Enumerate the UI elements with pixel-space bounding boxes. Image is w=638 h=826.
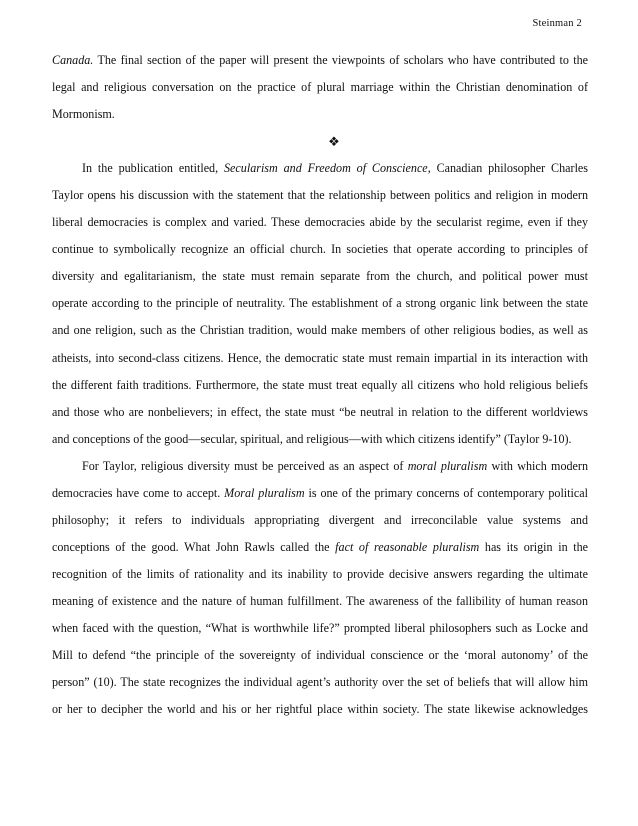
paragraph-intro-continuation [52,47,588,128]
text-line: meaning of existence and the nature of human fulfillment. The awareness of the fallibility of human reason [52,593,588,608]
text-line: continue to symbolically recognize an official church. In societies that operate according to principles of [52,242,588,257]
text-line: operate according to the principle of neutrality. The establishment of a strong organic link between the state [52,296,588,311]
text-line: conceptions of the good. What John Rawls called the fact of reasonable pluralism has its origin in the [52,539,588,554]
text-line: person” (10). The state recognizes the individual agent’s authority over the set of beliefs that will allow him [52,675,588,690]
text-line: atheists, into second-class citizens. Hence, the democratic state must remain impartial in its interaction with [52,350,588,365]
text-line: or her to decipher the world and his or her rightful place within society. The state likewise acknowledges [52,702,588,717]
paragraph-moral-pluralism [52,453,588,723]
text-line: when faced with the question, “What is worthwhile life?” prompted liberal philosophers such as Locke and [52,620,588,635]
text-line: legal and religious conversation on the practice of plural marriage within the Christian denomination of [52,80,588,95]
text-line: Taylor opens his discussion with the statement that the relationship between politics and religion in modern [52,188,588,203]
text-line: recognition of the limits of rationality and its inability to provide decisive answers regarding the ultimate [52,566,588,581]
text-line: and one religion, such as the Christian tradition, would make members of other religious bodies, as well as [52,323,588,338]
text-line: philosophy; it refers to individuals appropriating divergent and irreconcilable value systems and [52,512,588,527]
text-line: democracies have come to accept. Moral pluralism is one of the primary concerns of contemporary political [52,485,588,500]
text-line: In the publication entitled, Secularism and Freedom of Conscience, Canadian philosopher Charles [82,161,588,176]
text-line: For Taylor, religious diversity must be perceived as an aspect of moral pluralism with which modern [82,458,588,473]
text-line: Mill to defend “the principle of the sovereignty of individual conscience or the ‘moral autonomy’ of the [52,648,588,663]
text-line: and conceptions of the good—secular, spiritual, and religious—with which citizens identify” (Taylor 9-10). [52,431,572,446]
text-line: Mormonism. [52,107,115,122]
text-line: Canada. The final section of the paper will present the viewpoints of scholars who have contributed to the [52,53,588,67]
text-line: liberal democracies is complex and varied. These democracies abide by the secularist regime, even if they [52,215,588,230]
body-text [52,47,588,723]
text-line: diversity and egalitarianism, the state must remain separate from the church, and political power must [52,269,588,284]
running-head: Steinman 2 [532,18,582,29]
text-line: and those who are nonbelievers; in effect, the state must “be neutral in relation to the different worldviews [52,404,588,419]
section-break-ornament: ❖ [328,134,340,150]
text-line: the different faith traditions. Furthermore, the state must treat equally all citizens who hold religious beliefs [52,377,588,392]
paragraph-taylor-secularism [52,155,588,453]
